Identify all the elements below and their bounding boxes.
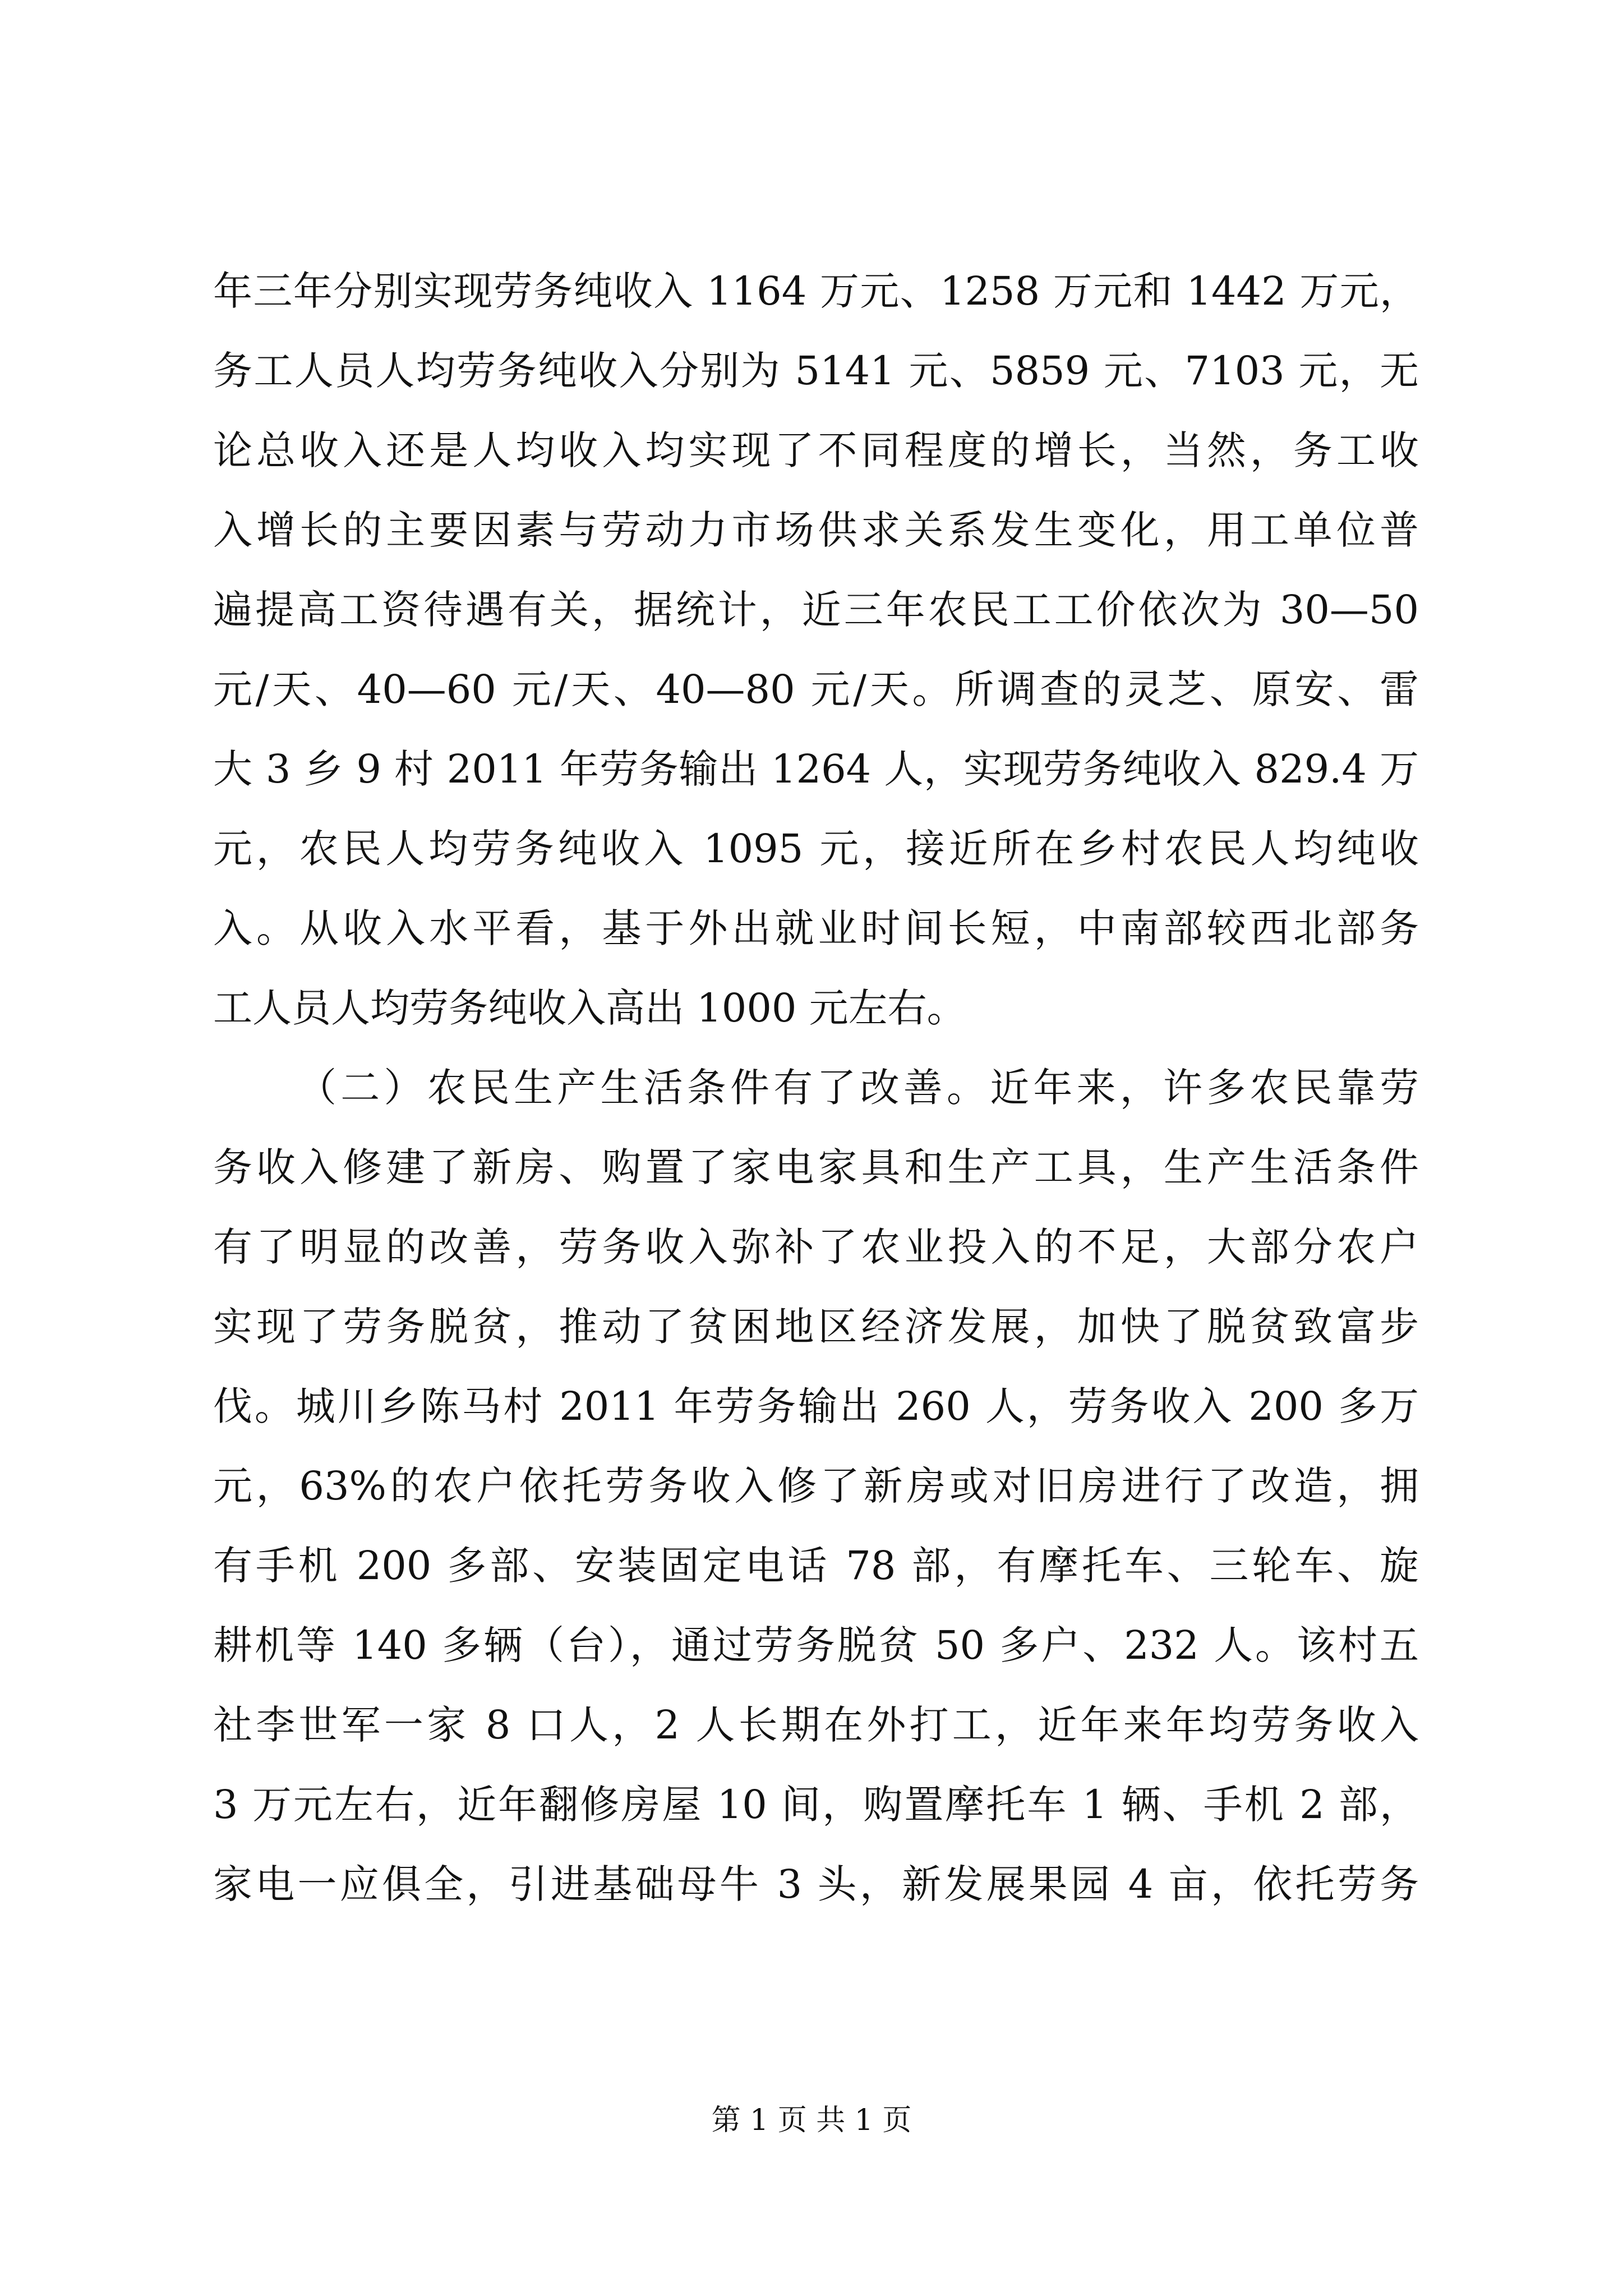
text-line: 社李世军一家 8 口人，2 人长期在外打工，近年来年均劳务收入 (213, 1702, 1419, 1748)
text-line: 务收入修建了新房、购置了家电家具和生产工具，生产生活条件 (213, 1144, 1419, 1190)
text-line: 入。从收入水平看，基于外出就业时间长短，中南部较西北部务 (213, 905, 1419, 951)
text-line: 实现了劳务脱贫，推动了贫困地区经济发展，加快了脱贫致富步 (213, 1304, 1419, 1350)
text-line: 家电一应俱全，引进基础母牛 3 头，新发展果园 4 亩，依托劳务 (213, 1861, 1419, 1907)
text-line: 年三年分别实现劳务纯收入 1164 万元、1258 万元和 1442 万元， (213, 268, 1419, 314)
text-line: 有手机 200 多部、安装固定电话 78 部，有摩托车、三轮车、旋 (213, 1543, 1419, 1589)
text-line: 伐。城川乡陈马村 2011 年劳务输出 260 人，劳务收入 200 多万 (213, 1383, 1419, 1429)
text-line: 元，农民人均劳务纯收入 1095 元，接近所在乡村农民人均纯收 (213, 826, 1419, 872)
body-text (213, 251, 1419, 1924)
text-line: 元/天、40—60 元/天、40—80 元/天。所调查的灵芝、原安、雷 (213, 666, 1419, 712)
text-line: 有了明显的改善，劳务收入弥补了农业投入的不足，大部分农户 (213, 1224, 1419, 1270)
text-line: 元，63%的农户依托劳务收入修了新房或对旧房进行了改造，拥 (213, 1463, 1419, 1509)
text-line: 遍提高工资待遇有关，据统计，近三年农民工工价依次为 30—50 (213, 587, 1419, 633)
text-line: 务工人员人均劳务纯收入分别为 5141 元、5859 元、7103 元，无 (213, 348, 1419, 394)
text-line: 耕机等 140 多辆（台），通过劳务脱贫 50 多户、232 人。该村五 (213, 1622, 1419, 1668)
text-line: 大 3 乡 9 村 2011 年劳务输出 1264 人，实现劳务纯收入 829.4 万 (213, 746, 1419, 792)
section-heading-line: （二）农民生产生活条件有了改善。近年来，许多农民靠劳 (297, 1065, 1419, 1111)
page-number-label: 第 1 页 共 1 页 (711, 2104, 912, 2137)
text-line: 3 万元左右，近年翻修房屋 10 间，购置摩托车 1 辆、手机 2 部， (213, 1782, 1419, 1828)
page-footer (0, 2101, 1623, 2140)
text-line: 论总收入还是人均收入均实现了不同程度的增长，当然，务工收 (213, 427, 1419, 473)
text-line: 工人员人均劳务纯收入高出 1000 元左右。 (213, 985, 966, 1031)
text-line: 入增长的主要因素与劳动力市场供求关系发生变化，用工单位普 (213, 507, 1419, 553)
